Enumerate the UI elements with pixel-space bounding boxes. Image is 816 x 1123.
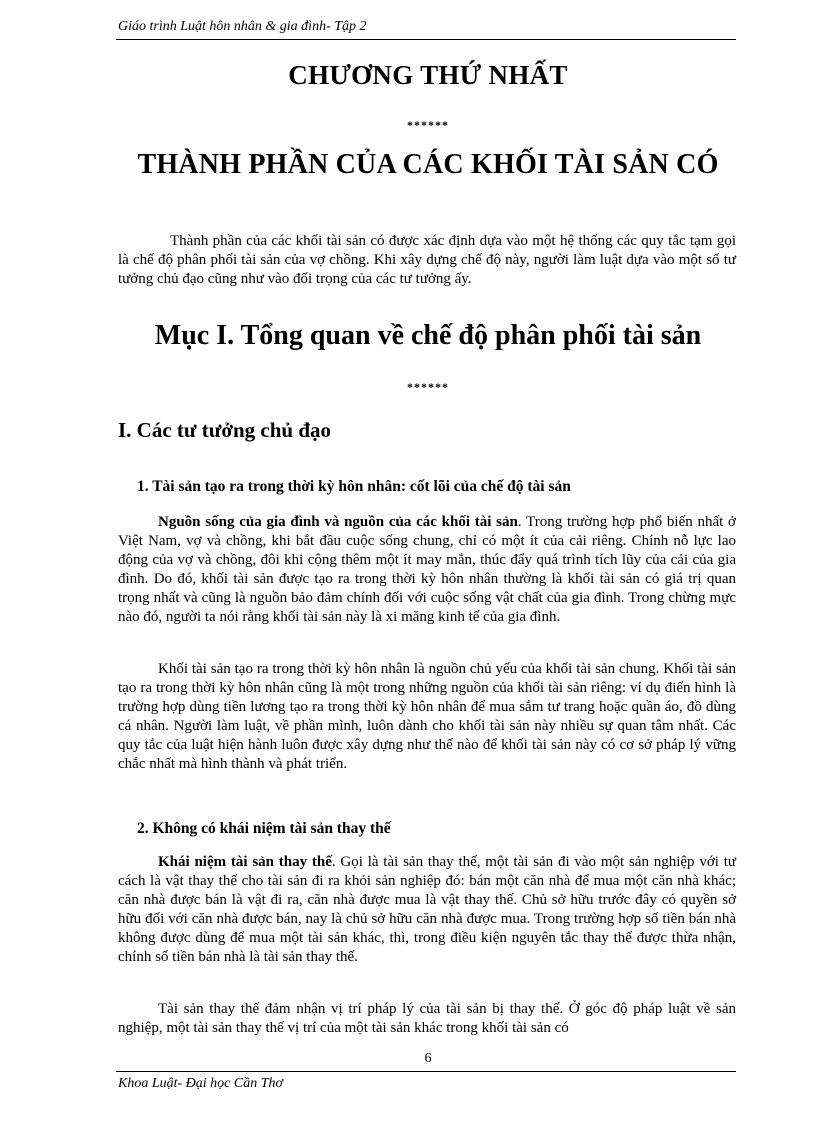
section-separator: ****** [407, 380, 449, 394]
footer-rule [116, 1071, 736, 1072]
paragraph-lead: Nguồn sống của gia đình và nguồn của các khối tài sản [158, 514, 518, 530]
chapter-title: CHƯƠNG THỨ NHẤT [288, 60, 568, 90]
subsection-title: I. Các tư tưởng chủ đạo [118, 418, 332, 442]
paragraph-body: . Gọi là tài sản thay thế, một tài sản đi vào một sản nghiệp với tư cách là vật thay thế cho tài sản đi ra khỏi sản nghiệp đó: bán một căn nhà để mua một căn nhà khác; căn nhà được bán là vật đi ra, căn nhà được mua là vật thay thế. Chủ sở hữu trước đây có quyền sở hữu đối với căn nhà được bán, nay là chủ sở hữu căn nhà được mua. Trong trường hợp số tiền bán nhà không được dùng để mua một tài sản khác, thì, trong điều kiện nguyên tắc thay thế được thừa nhận, chính số tiền bán nhà là tài sản thay thế. [118, 854, 736, 965]
topic-2-paragraph-1 [118, 853, 736, 967]
chapter-separator: ****** [407, 118, 449, 132]
paragraph-body: . Trong trường hợp phổ biến nhất ở Việt Nam, vợ và chồng, khi bắt đầu cuộc sống chung, chỉ có một ít của cải riêng. Chính nỗ lực lao động của vợ và chồng, đôi khi cộng thêm một ít may mắn, thúc đẩy quá trình tích lũy của cải của gia đình. Do đó, khối tài sản được tạo ra trong thời kỳ hôn nhân thường là khối tài sản có giá trị quan trọng nhất và cũng là nguồn bảo đảm chính đối với cuộc sống vật chất của gia đình. Trong chừng mực nào đó, người ta nói rằng khối tài sản này là xi măng kinh tế của gia đình. [118, 514, 736, 625]
running-header: Giáo trình Luật hôn nhân & gia đình- Tập 2 [118, 19, 367, 34]
topic-heading-1: 1. Tài sản tạo ra trong thời kỳ hôn nhân: cốt lõi của chế độ tài sản [137, 478, 571, 495]
paragraph-lead: Khái niệm tài sản thay thế [158, 854, 332, 870]
section-title: Mục I. Tổng quan về chế độ phân phối tài sản [154, 320, 702, 351]
page-number: 6 [424, 1051, 432, 1066]
running-footer: Khoa Luật- Đại học Cần Thơ [118, 1076, 283, 1091]
chapter-main-title: THÀNH PHẦN CỦA CÁC KHỐI TÀI SẢN CÓ [137, 149, 719, 180]
topic-heading-2: 2. Không có khái niệm tài sản thay thế [137, 820, 391, 837]
topic-1-paragraph-2: Khối tài sản tạo ra trong thời kỳ hôn nhân là nguồn chủ yếu của khối tài sản chung. Khối tài sản tạo ra trong thời kỳ hôn nhân cũng là một trong những nguồn của khối tài sản riêng: ví dụ điển hình là trường hợp dùng tiền lương tạo ra trong thời kỳ hôn nhân để mua sắm tư trang hoặc quần áo, đồ dùng cá nhân. Người làm luật, về phần mình, luôn dành cho khối tài sản này nhiều sự quan tâm nhất. Các quy tắc của luật hiện hành luôn được xây dựng như thế nào để khối tài sản này có cơ sở pháp lý vững chắc nhất mà hình thành và phát triển. [118, 661, 736, 772]
topic-1-paragraph-1 [118, 513, 736, 627]
header-rule [116, 39, 736, 40]
intro-paragraph: Thành phần của các khối tài sản có được xác định dựa vào một hệ thống các quy tắc tạm gọi là chế độ phân phối tài sản của vợ chồng. Khi xây dựng chế độ này, người làm luật dựa vào một số tư tưởng chủ đạo cũng như vào đối trọng của các tư tưởng ấy. [118, 233, 736, 287]
topic-2-paragraph-2: Tài sản thay thế đảm nhận vị trí pháp lý của tài sản bị thay thế. Ở góc độ pháp luật về sản nghiệp, một tài sản thay thế vị trí của một tài sản khác trong khối tài sản có [118, 1001, 736, 1036]
